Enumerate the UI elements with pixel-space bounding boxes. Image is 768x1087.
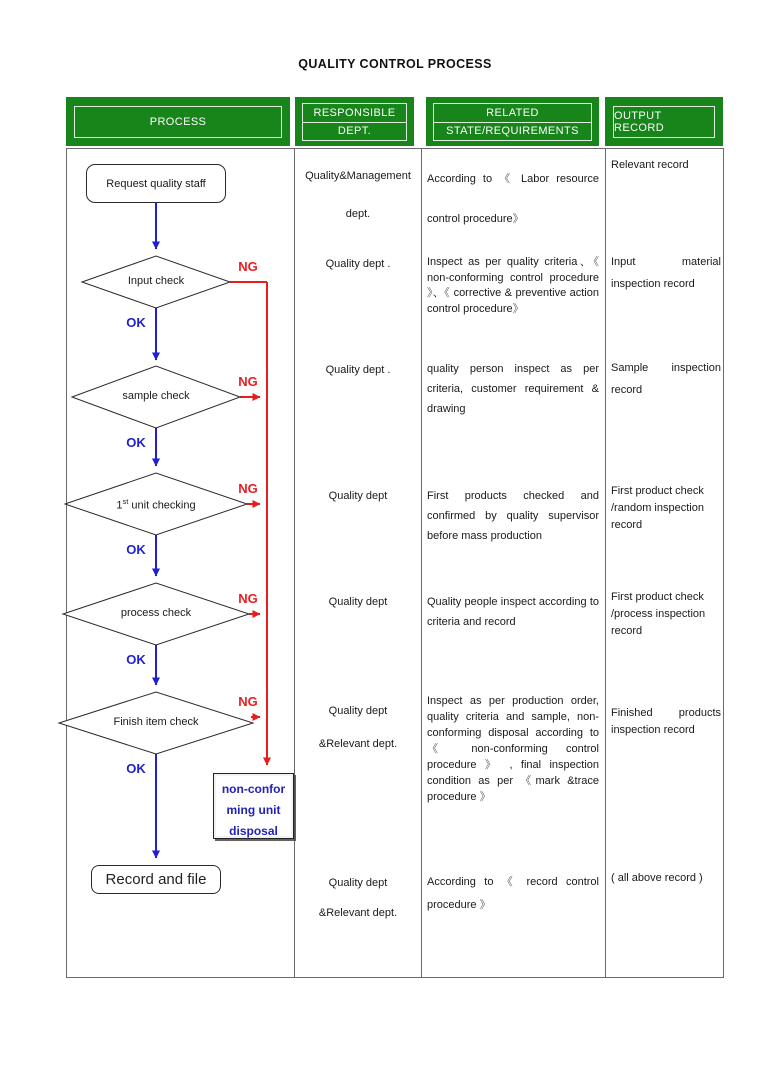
dept-cell: Quality dept [328, 596, 388, 608]
disposal-node [213, 773, 294, 839]
ok-label: OK [126, 315, 146, 330]
dept-cell: Quality dept &Relevant dept. [318, 705, 398, 750]
disposal-line: non-confor [221, 782, 286, 796]
header-responsible-line2: DEPT. [337, 125, 372, 138]
end-node-label: Record and file [105, 871, 207, 888]
decision-label-finish-check: Finish item check [113, 716, 199, 728]
ng-label: NG [238, 259, 258, 274]
process-table [66, 97, 724, 978]
output-cell: Finished products inspection record [611, 707, 721, 736]
header-cell-responsible-dept [295, 97, 414, 146]
dept-cell: Quality dept [328, 490, 388, 502]
related-cell: First products checked and confirmed by quality supervisor before mass production [427, 490, 599, 542]
header-cell-output-record [605, 97, 723, 146]
ng-label: NG [238, 591, 258, 606]
disposal-line: ming unit [226, 803, 281, 817]
ok-label: OK [126, 542, 146, 557]
output-cell: Relevant record [611, 159, 689, 171]
dept-cell: Quality dept . [325, 364, 391, 376]
decision-label-unit-check: 1st unit checking [116, 497, 196, 512]
decision-label-process-check: process check [120, 607, 192, 619]
related-cell: Inspect as per quality criteria、《 non-conforming control procedure 》、《 corrective & preventive action control procedure》 [427, 256, 599, 315]
disposal-line: disposal [229, 824, 278, 838]
ok-label: OK [126, 435, 146, 450]
output-cell: Sample inspection record [611, 362, 721, 396]
dept-cell: Quality dept &Relevant dept. [318, 877, 398, 919]
ng-label: NG [238, 374, 258, 389]
output-record-column [611, 149, 721, 977]
related-cell: According to 《 Labor resource control procedure》 [427, 173, 599, 225]
start-node [86, 164, 226, 203]
related-cell: quality person inspect as per criteria, customer requirement & drawing [427, 363, 599, 415]
flowchart-column [67, 149, 294, 977]
ng-label: NG [238, 481, 258, 496]
ng-label: NG [238, 694, 258, 709]
related-state-column [427, 149, 599, 977]
decision-label-input-check: Input check [127, 275, 185, 287]
dept-cell: Quality&Management dept. [305, 170, 411, 220]
header-cell-related-state [426, 97, 599, 146]
output-cell: First product check /random inspection record [611, 485, 704, 531]
column-divider [605, 149, 606, 977]
decision-label-sample-check: sample check [122, 390, 190, 402]
related-cell: Quality people inspect according to criteria and record [427, 596, 599, 628]
ok-label: OK [126, 652, 146, 667]
related-cell: According to 《 record control procedure 》 [427, 876, 599, 911]
output-cell: First product check /process inspection record [611, 591, 706, 637]
start-node-label: Request quality staff [106, 177, 206, 190]
related-cell: Inspect as per production order, quality criteria and sample, non-conforming disposal according to 《 non-conforming control procedure 》 , final inspection condition as per 《mark &trace procedure 》 [427, 695, 599, 803]
page-title: QUALITY CONTROL PROCESS [298, 57, 492, 71]
end-node [91, 865, 221, 894]
header-output-label: OUTPUT RECORD [613, 106, 715, 138]
output-cell: Input material inspection record [611, 256, 721, 290]
output-cell: ( all above record ) [611, 872, 703, 884]
header-related-line1: RELATED [434, 104, 591, 123]
ok-label: OK [126, 761, 146, 776]
responsible-dept-column [295, 149, 421, 977]
header-cell-process [66, 97, 290, 146]
column-divider [421, 149, 422, 977]
header-related-line2: STATE/REQUIREMENTS [446, 125, 579, 138]
dept-cell: Quality dept . [325, 258, 391, 270]
header-process-label: PROCESS [74, 106, 282, 138]
header-responsible-line1: RESPONSIBLE [303, 104, 406, 123]
table-body [66, 148, 724, 978]
